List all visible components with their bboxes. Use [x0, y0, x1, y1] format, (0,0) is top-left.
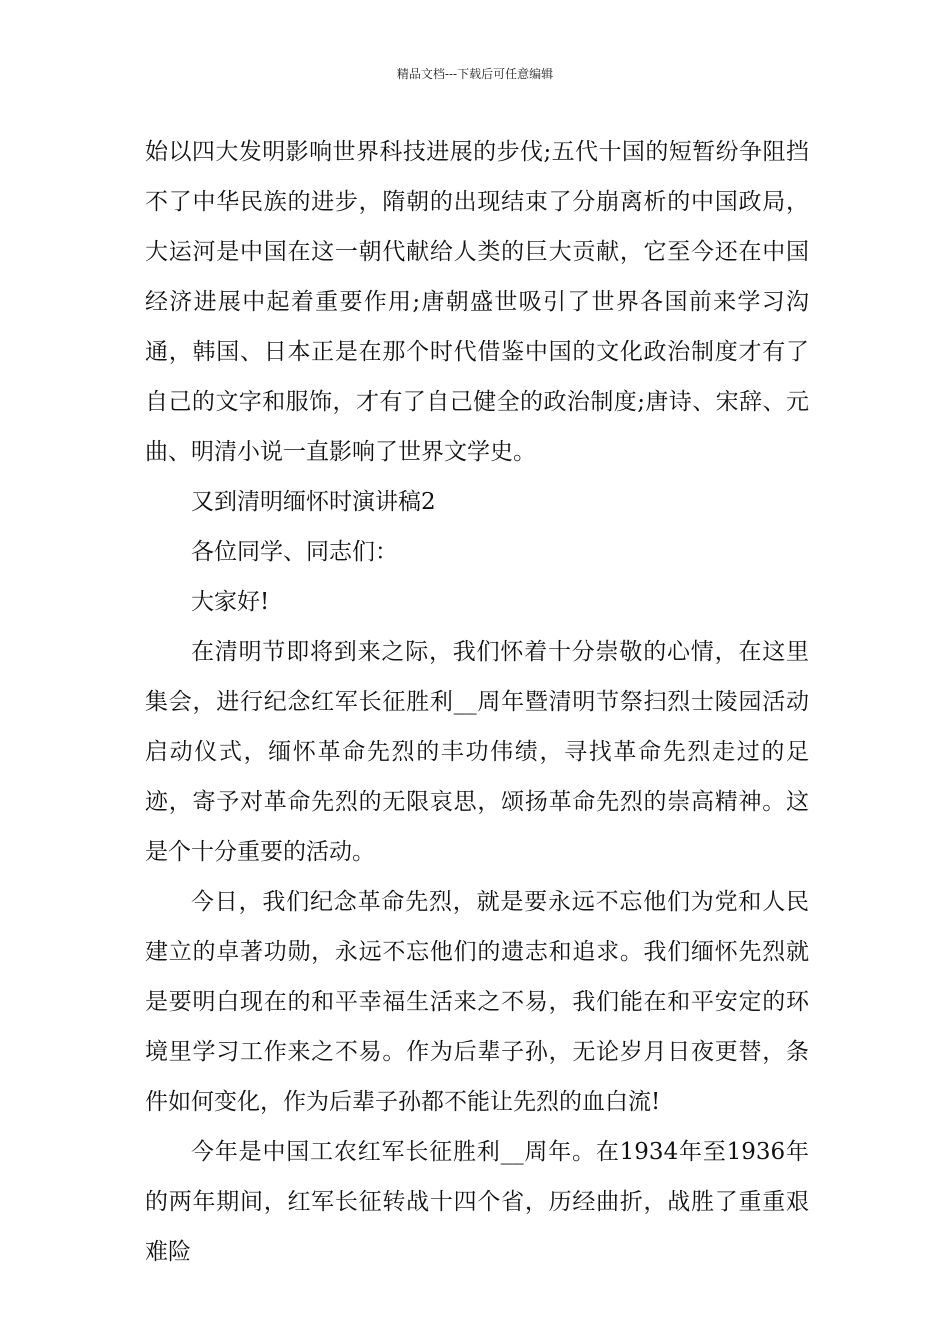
paragraph-opening: 在清明节即将到来之际，我们怀着十分崇敬的心情，在这里集会，进行纪念红军长征胜利__周年暨清明节祭扫烈士陵园活动启动仪式，缅怀革命先烈的丰功伟绩，寻找革命先烈走过的足迹，寄予对革命先烈的无限哀思，颂扬革命先烈的崇高精神。这是个十分重要的活动。 [145, 639, 809, 865]
paragraph-long-march: 今年是中国工农红军长征胜利__周年。在1934年至1936年的两年期间，红军长征转战十四个省，历经曲折，战胜了重重艰难险 [145, 1139, 809, 1265]
page-header: 精品文档---下载后可任意编辑 [396, 67, 554, 81]
speech-title: 又到清明缅怀时演讲稿2 [191, 489, 436, 515]
document-body [145, 127, 809, 1277]
greeting: 大家好! [191, 589, 270, 615]
paragraph-history-continuation: 始以四大发明影响世界科技进展的步伐;五代十国的短暂纷争阻挡不了中华民族的进步，隋朝的出现结束了分崩离析的中国政局，大运河是中国在这一朝代献给人类的巨大贡献，它至今还在中国经济进展中起着重要作用;唐朝盛世吸引了世界各国前来学习沟通，韩国、日本正是在那个时代借鉴中国的文化政治制度才有了自己的文字和服饰，才有了自己健全的政治制度;唐诗、宋辞、元曲、明清小说一直影响了世界文学史。 [145, 139, 809, 465]
salutation: 各位同学、同志们： [191, 539, 398, 565]
paragraph-commemoration: 今日，我们纪念革命先烈，就是要永远不忘他们为党和人民建立的卓著功勋，永远不忘他们的遗志和追求。我们缅怀先烈就是要明白现在的和平幸福生活来之不易，我们能在和平安定的环境里学习工作来之不易。作为后辈子孙，无论岁月日夜更替，条件如何变化，作为后辈子孙都不能让先烈的血白流! [145, 889, 809, 1115]
